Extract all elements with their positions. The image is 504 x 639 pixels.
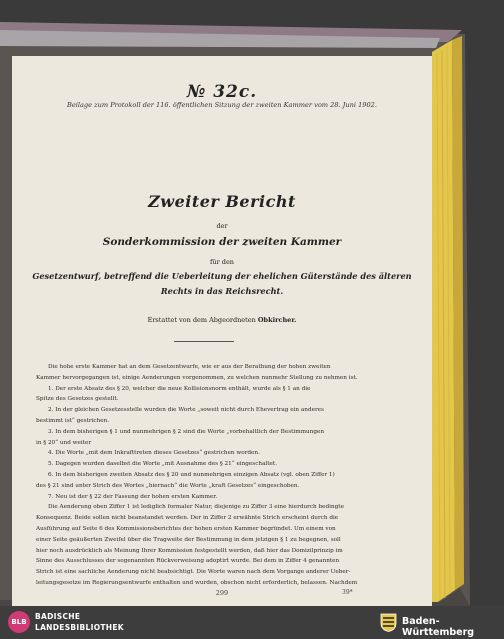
page-number: 299 xyxy=(215,589,229,597)
body-line: in § 20“ und weiter xyxy=(36,439,92,446)
library-footer-bar xyxy=(0,606,504,639)
body-line: 1. Der erste Absatz des § 20, welcher die neue Kollisionsnorm enthält, wurde als § 1 an die xyxy=(48,385,311,392)
body-line: des § 21 sind unter Strich des Wortes „hiernach“ die Worte „kraft Gesetzes“ eingeschoben. xyxy=(36,482,300,489)
body-line: 5. Dagegen wurden daselbst die Worte „mit Ausnahme des § 21“ eingeschaltet. xyxy=(48,461,278,468)
divider-rule xyxy=(174,341,234,342)
rapporteur-prefix: Erstattet von dem Abgeordneten xyxy=(147,316,256,324)
library-name-line-1: BADISCHE xyxy=(35,612,81,621)
commission-title: Sonderkommission der zweiten Kammer xyxy=(102,236,342,248)
body-line: 2. In der gleichen Gesetzesstelle wurden die Worte „soweit nicht durch Ehevertrag ein anderes xyxy=(48,407,324,414)
draft-title-line-1: Gesetzentwurf, betreffend die Ueberleitung der ehelichen Güterstände des älteren xyxy=(32,271,412,281)
print-signature: 39* xyxy=(342,589,353,596)
coat-of-arms-icon xyxy=(380,613,397,632)
body-line: Konsequenz. Beide sollen nicht beanstandet werden. Der in Ziffer 2 erwähnte Strich erscheint durch die xyxy=(36,515,339,522)
rapporteur-name: Obkircher. xyxy=(257,316,297,324)
body-line: Die hohe erste Kammer hat an dem Gesetzentwurfe, wie er aus der Berathung der hohen zweiten xyxy=(48,364,331,370)
document-number: № 32c. xyxy=(186,82,258,102)
body-text xyxy=(36,362,404,589)
body-line: hier noch ausdrücklich als Meinung Ihrer Kommission festgestellt werden, daß hier das Domizilprinzip im xyxy=(36,547,343,554)
library-name-line-2: LANDESBIBLIOTHEK xyxy=(35,623,124,632)
beilage-line: Beilage zum Protokoll der 116. öffentlichen Sitzung der zweiten Kammer vom 28. Juni 1902. xyxy=(67,101,377,109)
body-line: 6. In dem bisherigen zweiten Absatz des § 20 und nunmehrigen einzigen Absatz (vgl. oben Ziffer 1) xyxy=(48,471,335,478)
body-line: Ausführung auf Seite 6 des Kommissionsberichtes der hohen ersten Kammer begründet. Um einem von xyxy=(36,525,336,532)
body-line: Strich ist eine sachliche Aenderung nicht beabsichtigt. Die Worte waren nach dem Vorgange anderer Ueber- xyxy=(36,569,351,576)
state-name[interactable]: Baden-Württemberg xyxy=(402,616,475,638)
blb-logo[interactable]: BLB xyxy=(8,611,30,633)
body-line: Spitze des Gesetzes gestellt. xyxy=(36,396,119,403)
connector-der: der xyxy=(216,222,228,230)
body-line: 7. Neu ist der § 22 der Fassung der hohen ersten Kammer. xyxy=(48,493,218,500)
document-page xyxy=(12,56,432,608)
body-line: leitungsgesetze im Regierungsentwurfe enthalten und wurden, obschon nicht erforderlich, belassen. Nachdem xyxy=(36,579,358,586)
report-heading: Zweiter Bericht xyxy=(148,192,296,211)
connector-fuer-den: für den xyxy=(210,258,234,266)
body-line: bestimmt ist“ gestrichen. xyxy=(36,417,110,424)
body-line: einer Seite geäußerten Zweifel über die Tragweite der Bestimmung in dem jetzigen § 1 zu begegnen, soll xyxy=(36,536,341,543)
body-line: 3. In dem bisherigen § 1 und nunmehrigen § 2 sind die Worte „vorbehaltlich der Bestimmungen xyxy=(48,428,325,435)
body-line: Kammer hervorgegangen ist, einige Aenderungen vorgenommen, zu welchen nunmehr Stellung zu nehmen ist. xyxy=(36,374,358,381)
body-line: Die Aenderung oben Ziffer 1 ist lediglich formaler Natur, diejenige zu Ziffer 3 eine hierdurch bedingte xyxy=(48,504,344,511)
body-line: 4. Die Worte „mit dem Inkrafttreten dieses Gesetzes“ gestrichen worden. xyxy=(48,450,260,457)
draft-title-line-2: Rechts in das Reichsrecht. xyxy=(160,286,284,296)
rapporteur-line xyxy=(12,316,432,324)
body-line: Sinne des Ausschlusses der sogenannten Rückverweisung adoptirt wurde. Bei dem in Ziffer 4 genannten xyxy=(36,558,340,565)
